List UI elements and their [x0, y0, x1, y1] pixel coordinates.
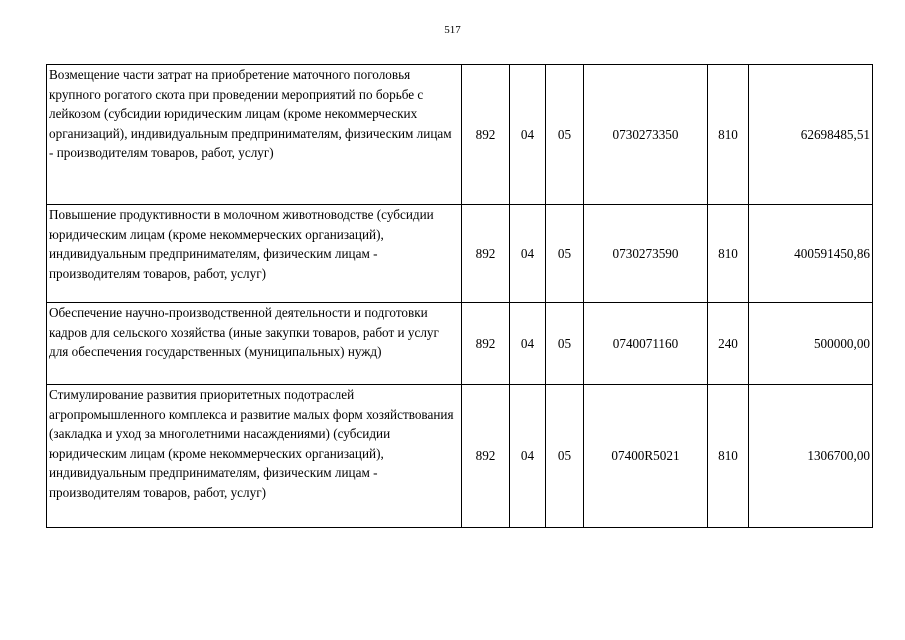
row-target-article-code: 0730273590: [584, 205, 708, 303]
row-section-code: 04: [510, 65, 546, 205]
row-target-article-code: 0730273350: [584, 65, 708, 205]
budget-table: [46, 64, 873, 528]
row-amount: 62698485,51: [749, 65, 873, 205]
page-number: 517: [444, 24, 461, 36]
row-expense-type-code: 810: [708, 205, 749, 303]
row-target-article-code: 0740071160: [584, 303, 708, 385]
row-expense-type-code: 810: [708, 65, 749, 205]
row-amount: 400591450,86: [749, 205, 873, 303]
row-target-article-code: 07400R5021: [584, 385, 708, 528]
row-description: Повышение продуктивности в молочном животноводстве (субсидии юридическим лицам (кроме некоммерческих организаций), индивидуальным предпринимателям, физическим лицам - производителям товаров, работ, услуг): [47, 205, 462, 303]
row-section-code: 04: [510, 303, 546, 385]
row-grbs-code: 892: [462, 205, 510, 303]
row-expense-type-code: 810: [708, 385, 749, 528]
table-row: [47, 385, 873, 528]
table-row: [47, 205, 873, 303]
row-amount: 500000,00: [749, 303, 873, 385]
row-description: Стимулирование развития приоритетных подотраслей агропромышленного комплекса и развитие малых форм хозяйствования (закладка и уход за многолетними насаждениями) (субсидии юридическим лицам (кроме некоммерческих организаций), индивидуальным предпринимателям, физическим лицам - производителям товаров, работ, услуг): [47, 385, 462, 528]
row-section-code: 04: [510, 205, 546, 303]
row-amount: 1306700,00: [749, 385, 873, 528]
table-row: [47, 303, 873, 385]
row-grbs-code: 892: [462, 303, 510, 385]
row-subsection-code: 05: [546, 303, 584, 385]
row-description: Возмещение части затрат на приобретение маточного поголовья крупного рогатого скота при проведении мероприятий по борьбе с лейкозом (субсидии юридическим лицам (кроме некоммерческих организаций), индивидуальным предпринимателям, физическим лицам - производителям товаров, работ, услуг): [47, 65, 462, 205]
row-grbs-code: 892: [462, 385, 510, 528]
row-grbs-code: 892: [462, 65, 510, 205]
table-row: [47, 65, 873, 205]
row-section-code: 04: [510, 385, 546, 528]
row-subsection-code: 05: [546, 65, 584, 205]
row-subsection-code: 05: [546, 385, 584, 528]
row-subsection-code: 05: [546, 205, 584, 303]
row-description: Обеспечение научно-производственной деятельности и подготовки кадров для сельского хозяйства (иные закупки товаров, работ и услуг для обеспечения государственных (муниципальных) нужд): [47, 303, 462, 385]
row-expense-type-code: 240: [708, 303, 749, 385]
